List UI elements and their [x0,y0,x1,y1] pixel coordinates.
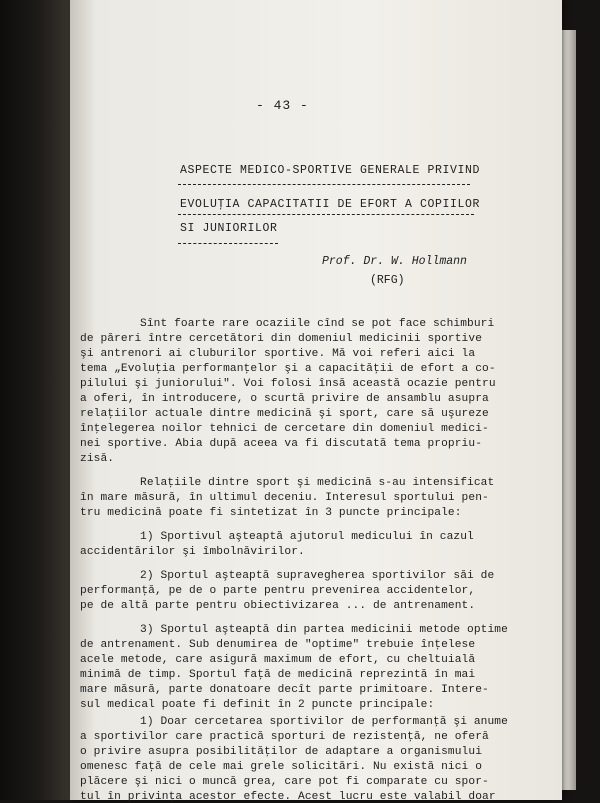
body-line: nei sportive. Abia după aceea va fi discutată tema propriu- [80,438,483,450]
body-line: 2) Sportul aşteaptă supravegherea sportivilor săi de [140,570,495,582]
title-line-2: EVOLUŢIA CAPACITATII DE EFORT A COPIILOR [180,198,481,211]
author-name: Prof. Dr. W. Hollmann [322,255,467,268]
body-line: acele metode, care asigură maximum de efort, cu cheltuială [80,654,476,666]
title-underline-3 [178,243,278,244]
body-line: a oferi, în introducere, o scurtă privire de ansamblu asupra [80,393,489,405]
title-underline-1 [178,184,470,185]
body-line: 3) Sportul aşteaptă din partea medicinii metode optime [140,624,508,636]
body-line: zisă. [80,453,115,465]
title-line-1: ASPECTE MEDICO-SPORTIVE GENERALE PRIVIND [180,164,481,177]
body-line: 1) Doar cercetarea sportivilor de performanţă şi anume [140,716,508,728]
body-line: de păreri între cercetători din domeniul medicinii sportive [80,333,483,345]
body-line: pe de altă parte pentru obiectivizarea ... de antrenament. [80,600,476,612]
body-line: relaţiilor actuale dintre medicină şi sport, care să uşureze [80,408,489,420]
body-line: a sportivilor care practică sporturi de rezistenţă, ne oferă [80,731,489,743]
body-line: omenesc faţă de cele mai grele solicitări. Nu există nici o [80,761,483,773]
body-line: tru medicină poate fi sintetizat în 3 puncte principale: [80,507,462,519]
body-line: tul în privinţa acestor efecte. Acest lucru este valabil doar [80,791,496,803]
body-line: mare măsură, parte donatoare decît parte primitoare. Intere- [80,684,489,696]
body-line: Sînt foarte rare ocaziile cînd se pot face schimburi [140,318,495,330]
author-affiliation: (RFG) [370,274,405,287]
body-line: sul medical poate fi definit în 2 puncte principale: [80,699,435,711]
body-line: tema „Evoluţia performanţelor şi a capacităţii de efort a co- [80,363,496,375]
body-line: performanţă, pe de o parte pentru prevenirea accidentelor, [80,585,476,597]
body-line: o privire asupra posibilităţilor de adaptare a organismului [80,746,483,758]
body-line: 1) Sportivul aşteaptă ajutorul medicului în cazul [140,531,474,543]
body-line: şi antrenori ai cluburilor sportive. Mă voi referi aici la [80,348,476,360]
body-line: înţelegerea noilor tehnici de cercetare din domeniul medici- [80,423,489,435]
body-line: în mare măsură, în ultimul deceniu. Interesul sportului pen- [80,492,489,504]
body-line: de antrenament. Sub denumirea de "optime" trebuie înţelese [80,639,476,651]
page-number: - 43 - [256,98,309,113]
body-line: pilului şi juniorului". Voi folosi însă această ocazie pentru [80,378,496,390]
body-line: plăcere şi nici o muncă grea, care pot fi comparate cu spor- [80,776,489,788]
body-line: minimă de timp. Sportul faţă de medicină reprezintă în mai [80,669,476,681]
book-binding-gutter [0,0,72,800]
body-line: Relaţiile dintre sport şi medicină s-au intensificat [140,477,495,489]
document-page [70,0,562,803]
body-line: accidentărilor şi îmbolnăvirilor. [80,546,305,558]
title-underline-2 [178,214,474,215]
title-line-3: SI JUNIORILOR [180,222,278,235]
